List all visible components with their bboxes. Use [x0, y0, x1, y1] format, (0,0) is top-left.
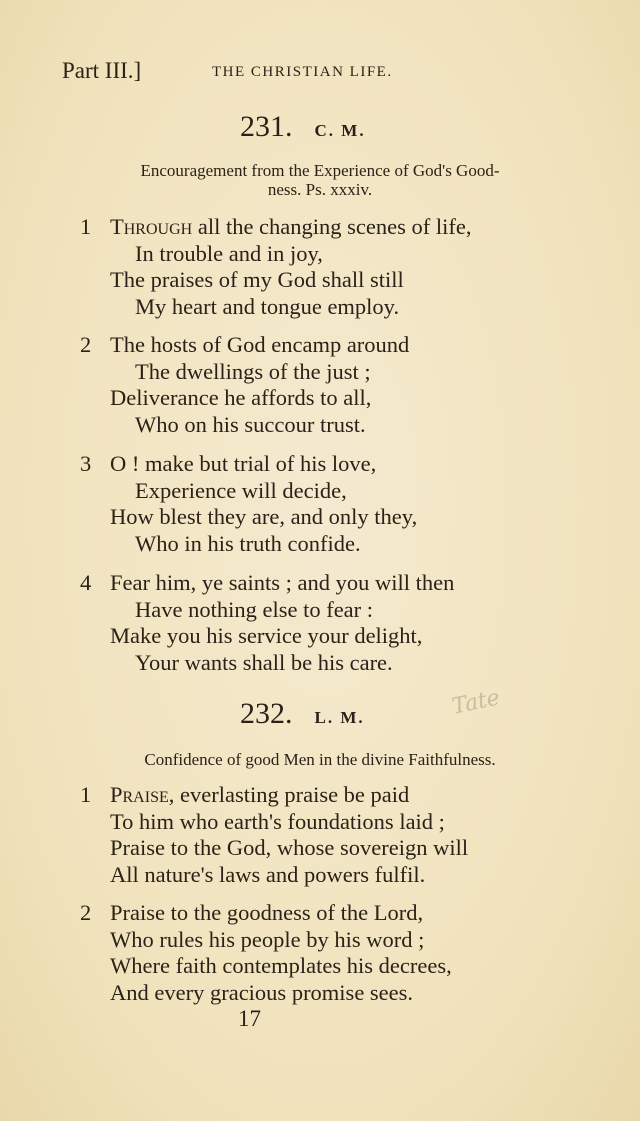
- hymn-subtitle: Confidence of good Men in the divine Faithfulness.: [144, 750, 496, 769]
- stanza-number: 4: [80, 570, 92, 595]
- verse-line: Praise to the goodness of the Lord,: [110, 900, 424, 925]
- hymn-number: 232.: [240, 697, 293, 730]
- page-number: 17: [238, 1006, 261, 1031]
- hymn-meter: C. M.: [314, 121, 366, 140]
- verse-line: O ! make but trial of his love,: [110, 451, 377, 476]
- part-label: Part III.]: [62, 58, 142, 83]
- verse-line: Fear him, ye saints ; and you will then: [110, 570, 455, 595]
- verse-line: Who rules his people by his word ;: [110, 926, 425, 952]
- verse-line: The hosts of God encamp around: [110, 332, 410, 357]
- verse-line: Who on his succour trust.: [135, 411, 366, 437]
- stanza: [80, 782, 468, 888]
- stanza-number: 3: [80, 451, 92, 476]
- verse-line: [80, 782, 468, 809]
- verse-text: , everlasting praise be paid: [168, 782, 410, 807]
- hymn-heading: [240, 110, 366, 144]
- stanza: [80, 332, 409, 438]
- verse-line: [80, 214, 471, 241]
- stanza: [80, 570, 454, 676]
- stanza-number: 2: [80, 900, 92, 925]
- verse-line: Your wants shall be his care.: [135, 649, 393, 675]
- verse-line: Have nothing else to fear :: [135, 596, 374, 622]
- verse-line: And every gracious promise sees.: [110, 979, 414, 1005]
- verse-first-word: Praise: [110, 782, 169, 807]
- verse-line: My heart and tongue employ.: [135, 293, 400, 319]
- verse-first-word: Through: [110, 214, 193, 239]
- running-title: THE CHRISTIAN LIFE.: [212, 64, 393, 80]
- hymn-meter: L. M.: [314, 708, 365, 727]
- verse-line: Deliverance he affords to all,: [110, 385, 372, 410]
- stanza: [80, 900, 452, 1006]
- verse-line: Praise to the God, whose sovereign will: [110, 835, 469, 860]
- verse-line: To him who earth's foundations laid ;: [110, 808, 445, 834]
- verse-line: Where faith contemplates his decrees,: [110, 953, 452, 978]
- verse-line: Who in his truth confide.: [135, 530, 361, 556]
- verse-text: all the changing scenes of life,: [192, 214, 472, 239]
- stanza-number: 2: [80, 332, 92, 357]
- verse-line: Make you his service your delight,: [110, 623, 423, 648]
- stanza: [80, 214, 471, 320]
- hymn-subtitle: ness. Ps. xxxiv.: [267, 180, 373, 199]
- hymn-subtitle: Encouragement from the Experience of God's Good-: [140, 161, 500, 180]
- verse-line: The dwellings of the just ;: [135, 358, 371, 384]
- verse-line: All nature's laws and powers fulfil.: [110, 861, 426, 887]
- hymn-heading: [240, 697, 365, 731]
- verse-line: The praises of my God shall still: [110, 267, 404, 292]
- pencil-annotation: Tate: [449, 685, 503, 720]
- stanza: [80, 451, 417, 557]
- verse-line: In trouble and in joy,: [135, 240, 323, 266]
- stanza-number: 1: [80, 214, 92, 239]
- verse-line: How blest they are, and only they,: [110, 504, 418, 529]
- verse-line: Experience will decide,: [135, 477, 347, 503]
- hymn-number: 231.: [240, 110, 293, 143]
- stanza-number: 1: [80, 782, 92, 807]
